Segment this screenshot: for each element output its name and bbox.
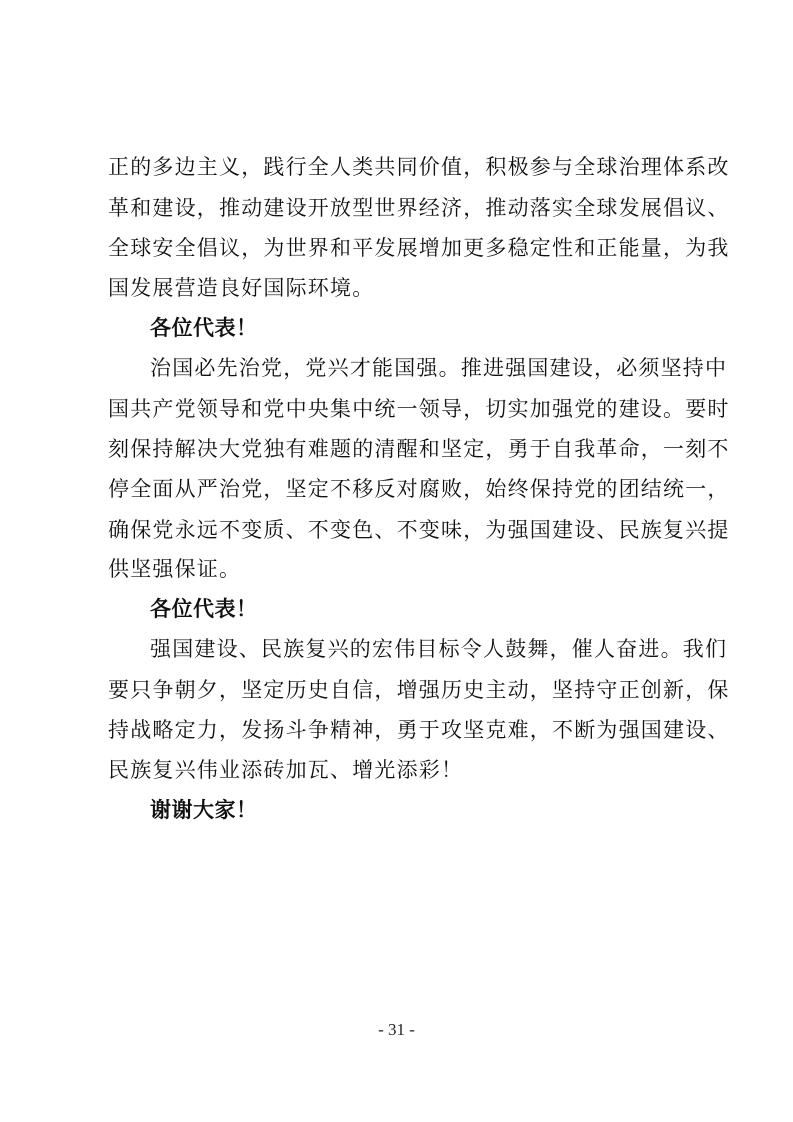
body-text-line: 国共产党领导和党中央集中统一领导，切实加强党的建设。要时 [108, 397, 730, 421]
closing-remark: 谢谢大家！ [150, 798, 258, 822]
paragraph-first-line: 强国建设、民族复兴的宏伟目标令人鼓舞，催人奋进。我们 [150, 637, 728, 661]
body-text-line: 民族复兴伟业添砖加瓦、增光添彩！ [108, 758, 464, 782]
page-number: - 31 - [378, 1020, 415, 1039]
body-text-line: 国发展营造良好国际环境。 [108, 276, 375, 300]
section-heading: 各位代表！ [150, 316, 258, 340]
body-text-line: 确保党永远不变质、不变色、不变味，为强国建设、民族复兴提 [108, 518, 730, 542]
body-text-line: 正的多边主义，践行全人类共同价值，积极参与全球治理体系改 [108, 155, 730, 179]
body-text-line: 停全面从严治党，坚定不移反对腐败，始终保持党的团结统一， [108, 477, 730, 501]
paragraph-first-line: 治国必先治党，党兴才能国强。推进强国建设，必须坚持中 [150, 356, 728, 380]
body-text-line: 全球安全倡议，为世界和平发展增加更多稳定性和正能量，为我 [108, 236, 730, 260]
body-text-line: 供坚强保证。 [108, 557, 242, 581]
body-text-line: 要只争朝夕，坚定历史自信，增强历史主动，坚持守正创新，保 [108, 678, 730, 702]
section-heading: 各位代表！ [150, 597, 258, 621]
body-text-line: 持战略定力，发扬斗争精神，勇于攻坚克难，不断为强国建设、 [108, 718, 730, 742]
body-text-line: 刻保持解决大党独有难题的清醒和坚定，勇于自我革命，一刻不 [108, 437, 730, 461]
body-text-line: 革和建设，推动建设开放型世界经济，推动落实全球发展倡议、 [108, 196, 730, 220]
